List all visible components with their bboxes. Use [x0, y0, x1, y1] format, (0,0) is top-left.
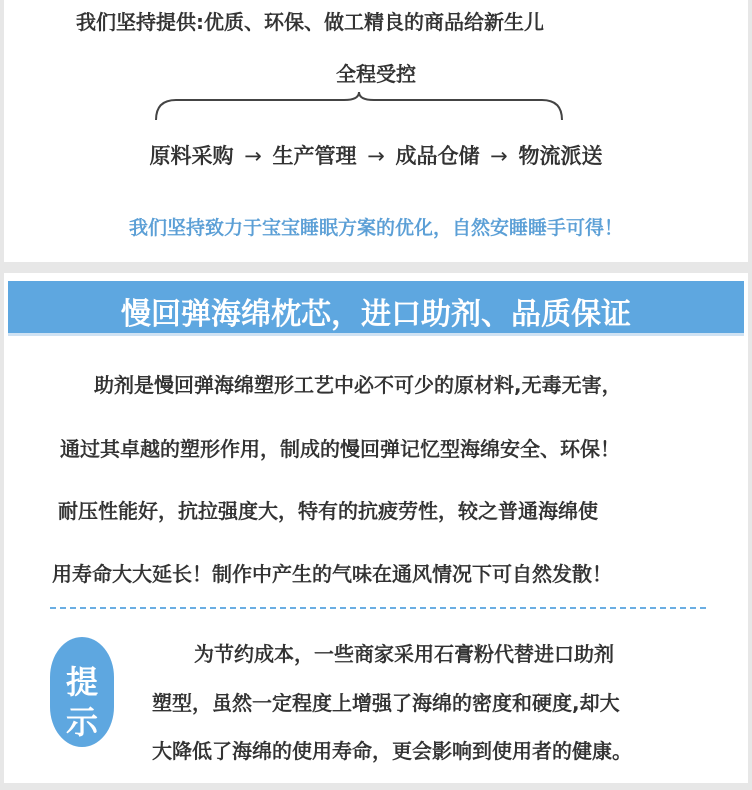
section-banner [8, 281, 744, 333]
control-title: 全程受控 [336, 62, 416, 86]
process-step-storage: 成品仓储 [395, 144, 480, 168]
dashed-divider [50, 607, 706, 609]
slogan-text: 我们坚持致力于宝宝睡眠方案的优化，自然安睡睡手可得！ [128, 217, 623, 239]
arrow-icon: → [367, 144, 385, 168]
paragraph-line: 用寿命大大延长！制作中产生的气味在通风情况下可自然发散！ [52, 562, 612, 586]
foam-section [4, 273, 748, 783]
paragraph-line: 耐压性能好，抗拉强度大，特有的抗疲劳性，较之普通海绵使 [58, 499, 598, 523]
tip-char: 提 [65, 663, 98, 701]
banner-title: 慢回弹海绵枕芯，进口助剂、品质保证 [121, 297, 631, 332]
tip-badge [50, 637, 114, 747]
curly-brace-icon [154, 90, 564, 122]
tip-line: 大降低了海绵的使用寿命，更会影响到使用者的健康。 [152, 739, 632, 763]
process-step-purchase: 原料采购 [149, 144, 234, 168]
process-step-delivery: 物流派送 [518, 144, 603, 168]
paragraph-line: 通过其卓越的塑形作用，制成的慢回弹记忆型海绵安全、环保！ [60, 437, 620, 461]
process-step-production: 生产管理 [272, 144, 357, 168]
tip-char: 示 [65, 703, 98, 741]
arrow-icon: → [244, 144, 262, 168]
intro-text: 我们坚持提供:优质、环保、做工精良的商品给新生儿 [76, 10, 544, 34]
tip-line: 塑型，虽然一定程度上增强了海绵的密度和硬度,却大 [152, 691, 620, 715]
process-flow [4, 140, 748, 170]
tip-line: 为节约成本，一些商家采用石膏粉代替进口助剂 [194, 642, 614, 666]
paragraph-line: 助剂是慢回弹海绵塑形工艺中必不可少的原材料,无毒无害， [94, 373, 622, 397]
arrow-icon: → [490, 144, 508, 168]
quality-section [4, 0, 748, 262]
